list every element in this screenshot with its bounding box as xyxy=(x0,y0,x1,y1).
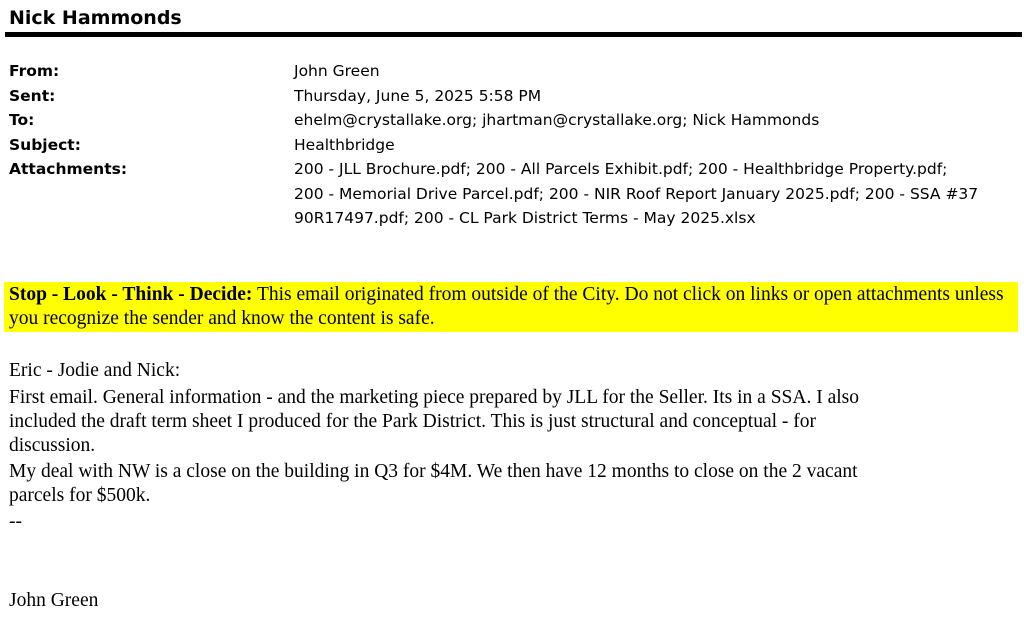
subject-value: Healthbridge xyxy=(294,136,395,154)
attachments-line[interactable]: 200 - Memorial Drive Parcel.pdf; 200 - NIR Roof Report January 2025.pdf; 200 - SSA #37 xyxy=(294,185,979,203)
body-line: Eric - Jodie and Nick: xyxy=(9,360,181,381)
attachments-line[interactable]: 90R17497.pdf; 200 - CL Park District Terms - May 2025.xlsx xyxy=(294,209,756,227)
sent-label: Sent: xyxy=(9,87,56,105)
attachments-label: Attachments: xyxy=(9,160,128,178)
external-warning-text xyxy=(9,283,1014,331)
mailbox-owner-title: Nick Hammonds xyxy=(9,7,182,29)
sent-value: Thursday, June 5, 2025 5:58 PM xyxy=(294,87,542,105)
attachments-line[interactable]: 200 - JLL Brochure.pdf; 200 - All Parcels Exhibit.pdf; 200 - Healthbridge Property.pdf; xyxy=(294,160,948,178)
from-value[interactable]: John Green xyxy=(294,62,380,80)
signature: John Green xyxy=(9,590,99,611)
to-value[interactable]: ehelm@crystallake.org; jhartman@crystallake.org; Nick Hammonds xyxy=(294,111,820,129)
body-line: parcels for $500k. xyxy=(9,485,151,506)
signature-separator: -- xyxy=(9,511,22,532)
body-line: First email. General information - and the marketing piece prepared by JLL for the Seller. Its in a SSA. I also xyxy=(9,387,859,408)
body-line: included the draft term sheet I produced for the Park District. This is just structural and conceptual - for xyxy=(9,411,817,432)
title-rule xyxy=(5,32,1022,37)
body-line: My deal with NW is a close on the building in Q3 for $4M. We then have 12 months to close on the 2 vacant xyxy=(9,461,858,482)
warning-lead: Stop - Look - Think - Decide: xyxy=(9,284,253,305)
to-label: To: xyxy=(9,111,35,129)
from-label: From: xyxy=(9,62,60,80)
warning-message: This email originated from outside of the City. Do not click on links or open attachments unless you recognize the sender and know the content is safe. xyxy=(9,284,1004,329)
body-line: discussion. xyxy=(9,435,96,456)
subject-label: Subject: xyxy=(9,136,81,154)
